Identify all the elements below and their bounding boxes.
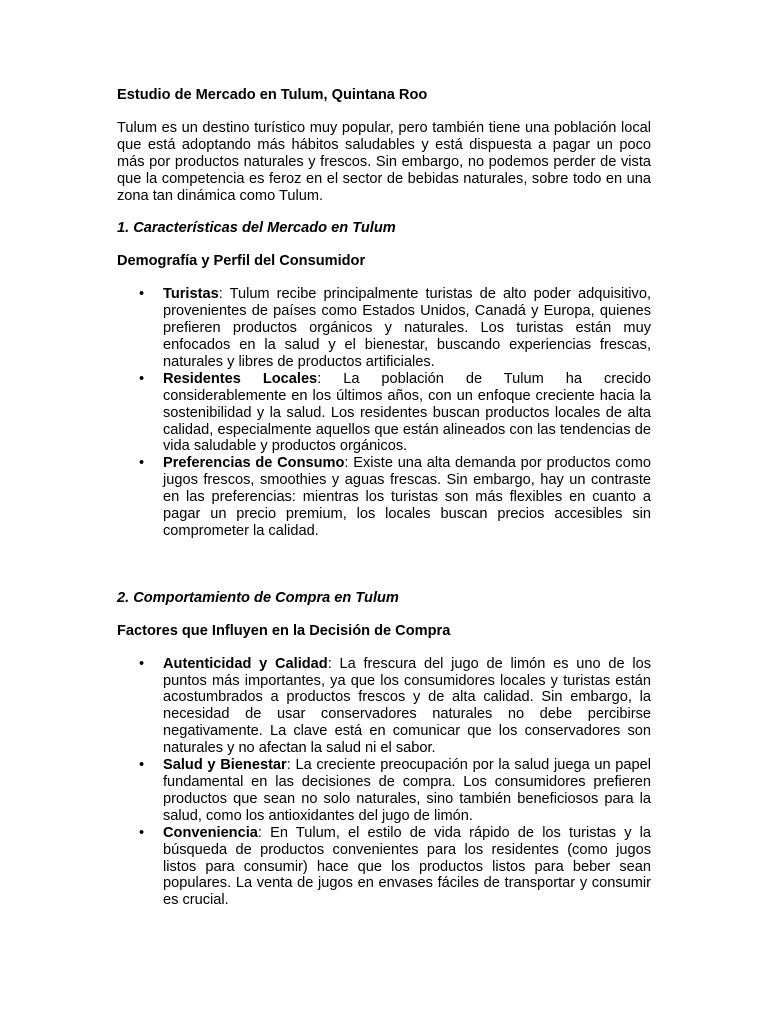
bullet-icon: • [139, 455, 145, 472]
bullet-icon: • [139, 824, 145, 841]
section-2-heading: 2. Comportamiento de Compra en Tulum [117, 589, 399, 606]
list-item [139, 757, 651, 825]
list-item-text: : La frescura del jugo de limón es uno de los puntos más importantes, ya que los consumidores locales y turistas están acostumbrados a productos frescos y de alta calidad. Sin embargo, la necesidad de usar conservadores naturales no debe percibirse negativamente. La clave está en comunicar que los conservadores son naturales y no afectan la salud ni el sabor. [163, 655, 652, 757]
document-title: Estudio de Mercado en Tulum, Quintana Roo [117, 87, 428, 103]
list-item-text: : Existe una alta demanda por productos como jugos frescos, smoothies y aguas frescas. Sin embargo, hay un contraste en las preferencias: mientras los turistas son más flexibles en cuanto a pagar un precio premium, los locales buscan precios accesibles sin comprometer la calidad. [163, 455, 651, 539]
document-page [117, 87, 651, 909]
list-item-term: Autenticidad y Calidad [163, 655, 328, 672]
list-item [139, 655, 652, 757]
bullet-icon: • [139, 286, 145, 303]
list-item [139, 370, 651, 456]
section-1-subheading: Demografía y Perfil del Consumidor [117, 253, 366, 270]
bullet-icon: • [139, 370, 145, 387]
section-1-heading: 1. Características del Mercado en Tulum [117, 220, 396, 237]
list-item-term: Conveniencia [163, 824, 258, 841]
section-2-subheading: Factores que Influyen en la Decisión de Compra [117, 622, 451, 639]
list-item-text: : La creciente preocupación por la salud juega un papel fundamental en las decisiones de compra. Los consumidores prefieren productos que sean no solo naturales, sino también beneficiosos para la salud, como los antioxidantes del jugo de limón. [163, 757, 651, 824]
list-item [139, 824, 651, 910]
bullet-icon: • [139, 655, 145, 672]
section-gap [117, 540, 651, 590]
list-item-text: : Tulum recibe principalmente turistas de alto poder adquisitivo, provenientes de países como Estados Unidos, Canadá y Europa, quienes prefieren productos orgánicos y naturales. Los turistas están muy enfocados en la salud y el bienestar, buscando experiencias frescas, naturales y libres de productos artificiales. [163, 286, 651, 370]
list-item-term: Turistas [163, 286, 219, 303]
list-item [139, 286, 651, 371]
intro-paragraph: Tulum es un destino turístico muy popular, pero también tiene una población local que está adoptando más hábitos saludables y está dispuesta a pagar un poco más por productos naturales y frescos. Sin embargo, no podemos perder de vista que la competencia es feroz en el sector de bebidas naturales, sobre todo en una zona tan dinámica como Tulum. [117, 119, 651, 204]
list-item [139, 455, 651, 540]
list-item-term: Preferencias de Consumo [163, 455, 345, 472]
section-1-bullet-list [117, 286, 651, 540]
list-item-term: Salud y Bienestar [163, 757, 287, 774]
list-item-term: Residentes Locales [163, 370, 318, 387]
bullet-icon: • [139, 757, 145, 774]
list-item-text: : La población de Tulum ha crecido considerablemente en los últimos años, con un enfoque creciente hacia la sostenibilidad y la salud. Los residentes buscan productos locales de alta calidad, especialmente aquellos que están alineados con las tendencias de vida saludable y productos orgánicos. [163, 370, 651, 455]
list-item-text: : En Tulum, el estilo de vida rápido de los turistas y la búsqueda de productos convenientes para los residentes (como jugos listos para consumir) hace que los productos listos para beber sean populares. La venta de jugos en envases fáciles de transportar y consumir es crucial. [163, 824, 651, 909]
section-2-bullet-list [117, 656, 651, 910]
